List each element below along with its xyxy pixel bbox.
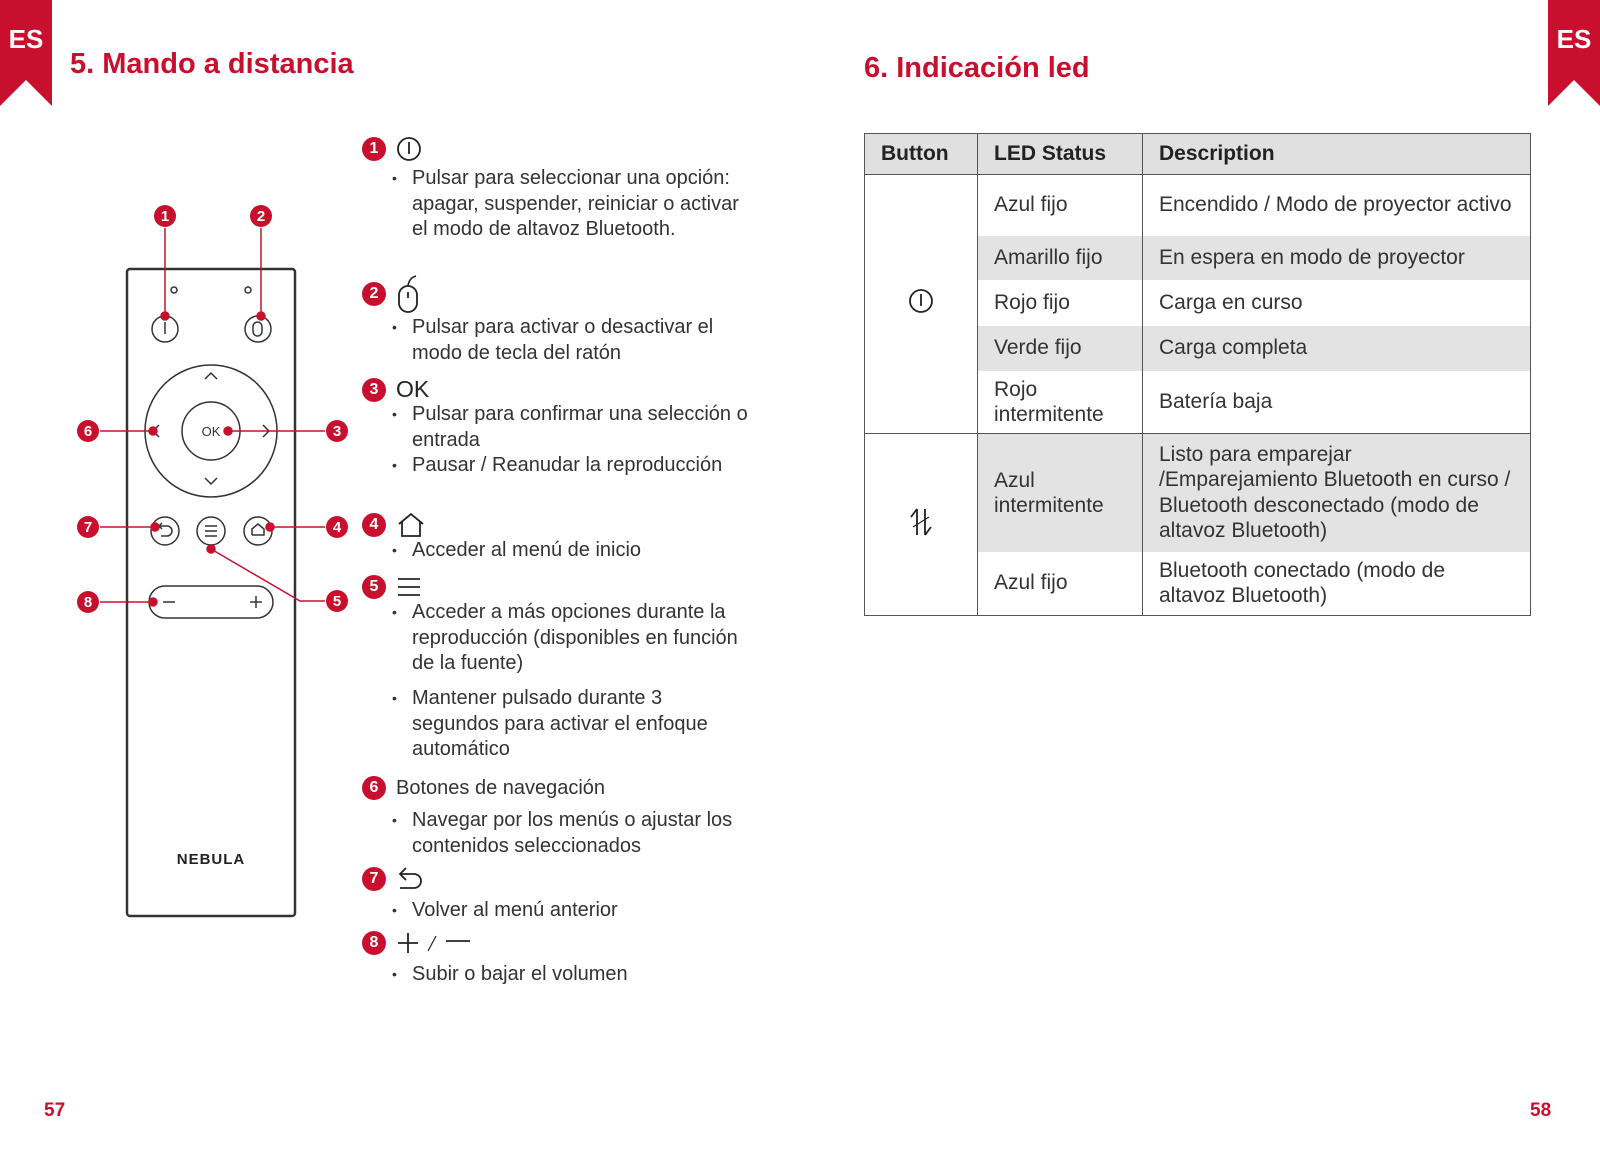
legend-bullet: • Acceder al menú de inicio <box>412 538 752 564</box>
description-cell: Listo para emparejar /Emparejamiento Bluetooth en curso / Bluetooth desconectado (modo de altavoz Bluetooth) <box>1143 434 1531 552</box>
led-dot <box>245 287 251 293</box>
mouse-icon <box>396 274 422 314</box>
table-row <box>865 175 1531 236</box>
callout-number: 8 <box>83 594 93 611</box>
description-cell: Bluetooth conectado (modo de altavoz Bluetooth) <box>1143 552 1531 616</box>
legend-number: 6 <box>362 776 386 800</box>
legend-bullet: • Pausar / Reanudar la reproducción <box>412 453 752 479</box>
legend-number: 1 <box>362 137 386 161</box>
callout-number: 1 <box>160 208 170 225</box>
language-tab-right <box>1548 0 1600 106</box>
led-status-cell: Amarillo fijo <box>978 236 1143 280</box>
led-status-cell: Azul intermitente <box>978 434 1143 552</box>
power-icon <box>396 136 422 162</box>
callout-number: 2 <box>256 208 266 225</box>
legend-item-back <box>362 865 424 893</box>
legend-bullet: • Subir o bajar el volumen <box>412 962 752 988</box>
callout-number: 7 <box>83 519 93 536</box>
led-indication-table <box>864 133 1531 616</box>
description-cell: Carga en curso <box>1143 280 1531 326</box>
button-cell <box>865 434 978 616</box>
section-title-led: 6. Indicación led <box>864 52 1090 84</box>
legend-label: OK <box>396 376 430 402</box>
led-status-cell: Verde fijo <box>978 326 1143 371</box>
legend-bullet: • Navegar por los menús o ajustar los contenidos seleccionados <box>412 808 752 859</box>
button-cell <box>865 175 978 434</box>
callout-number: 3 <box>332 423 342 440</box>
language-tab-label: ES <box>8 24 44 54</box>
column-header: LED Status <box>978 134 1143 175</box>
legend-bullet: • Pulsar para activar o desactivar el modo de tecla del ratón <box>412 315 752 366</box>
callout-number: 6 <box>83 423 93 440</box>
description-cell: Carga completa <box>1143 326 1531 371</box>
legend-item-ok <box>362 376 429 403</box>
remote-illustration <box>0 0 360 930</box>
bluetooth-pair-icon <box>907 505 935 539</box>
description-cell: Encendido / Modo de proyector activo <box>1143 175 1531 236</box>
back-icon <box>396 865 424 893</box>
legend-bullet: • Mantener pulsado durante 3 segundos para activar el enfoque automático <box>412 686 752 763</box>
led-status-cell: Rojo fijo <box>978 280 1143 326</box>
legend-bullet: • Volver al menú anterior <box>412 898 752 924</box>
legend-bullet: • Acceder a más opciones durante la reproducción (disponibles en función de la fuente) <box>412 600 752 677</box>
legend-label: Botones de navegación <box>396 776 606 799</box>
table-header-row <box>865 134 1531 175</box>
remote-mouse-button <box>245 316 271 342</box>
description-cell: En espera en modo de proyector <box>1143 236 1531 280</box>
chevron-up-icon <box>205 373 217 379</box>
legend-item-home <box>362 512 426 538</box>
led-status-cell: Azul fijo <box>978 552 1143 616</box>
menu-icon <box>396 575 422 599</box>
legend-item-mouse <box>362 274 422 314</box>
table-row <box>865 434 1531 552</box>
mouse-icon <box>253 322 262 336</box>
callout-number: 5 <box>332 593 342 610</box>
volume-icon <box>396 930 476 956</box>
language-tab-label: ES <box>1556 24 1592 54</box>
led-status-cell: Azul fijo <box>978 175 1143 236</box>
legend-item-power <box>362 136 422 162</box>
column-header: Description <box>1143 134 1531 175</box>
home-icon <box>252 524 264 535</box>
section-title-remote: 5. Mando a distancia <box>70 48 354 80</box>
legend-item-volume <box>362 930 476 956</box>
legend-number: 7 <box>362 867 386 891</box>
legend-number: 3 <box>362 378 386 402</box>
page-number-left: 57 <box>44 1100 66 1121</box>
legend-item-navigation <box>362 776 605 800</box>
chevron-down-icon <box>205 478 217 484</box>
legend-number: 2 <box>362 282 386 306</box>
legend-bullet: • Pulsar para confirmar una selección o entrada <box>412 402 752 453</box>
legend-number: 5 <box>362 575 386 599</box>
power-icon <box>908 288 934 314</box>
led-dot <box>171 287 177 293</box>
home-icon <box>396 512 426 538</box>
brand-logo: NEBULA <box>176 851 246 868</box>
description-cell: Batería baja <box>1143 371 1531 434</box>
page-number-right: 58 <box>1530 1100 1552 1121</box>
led-status-cell: Rojo intermitente <box>978 371 1143 434</box>
callout-number: 4 <box>332 519 342 536</box>
legend-item-menu <box>362 575 422 599</box>
legend-bullet: • Pulsar para seleccionar una opción: apagar, suspender, reiniciar o activar el modo de altavoz Bluetooth. <box>412 166 752 243</box>
legend-number: 8 <box>362 931 386 955</box>
column-header: Button <box>865 134 978 175</box>
legend-number: 4 <box>362 513 386 537</box>
ok-label: OK <box>201 424 221 439</box>
